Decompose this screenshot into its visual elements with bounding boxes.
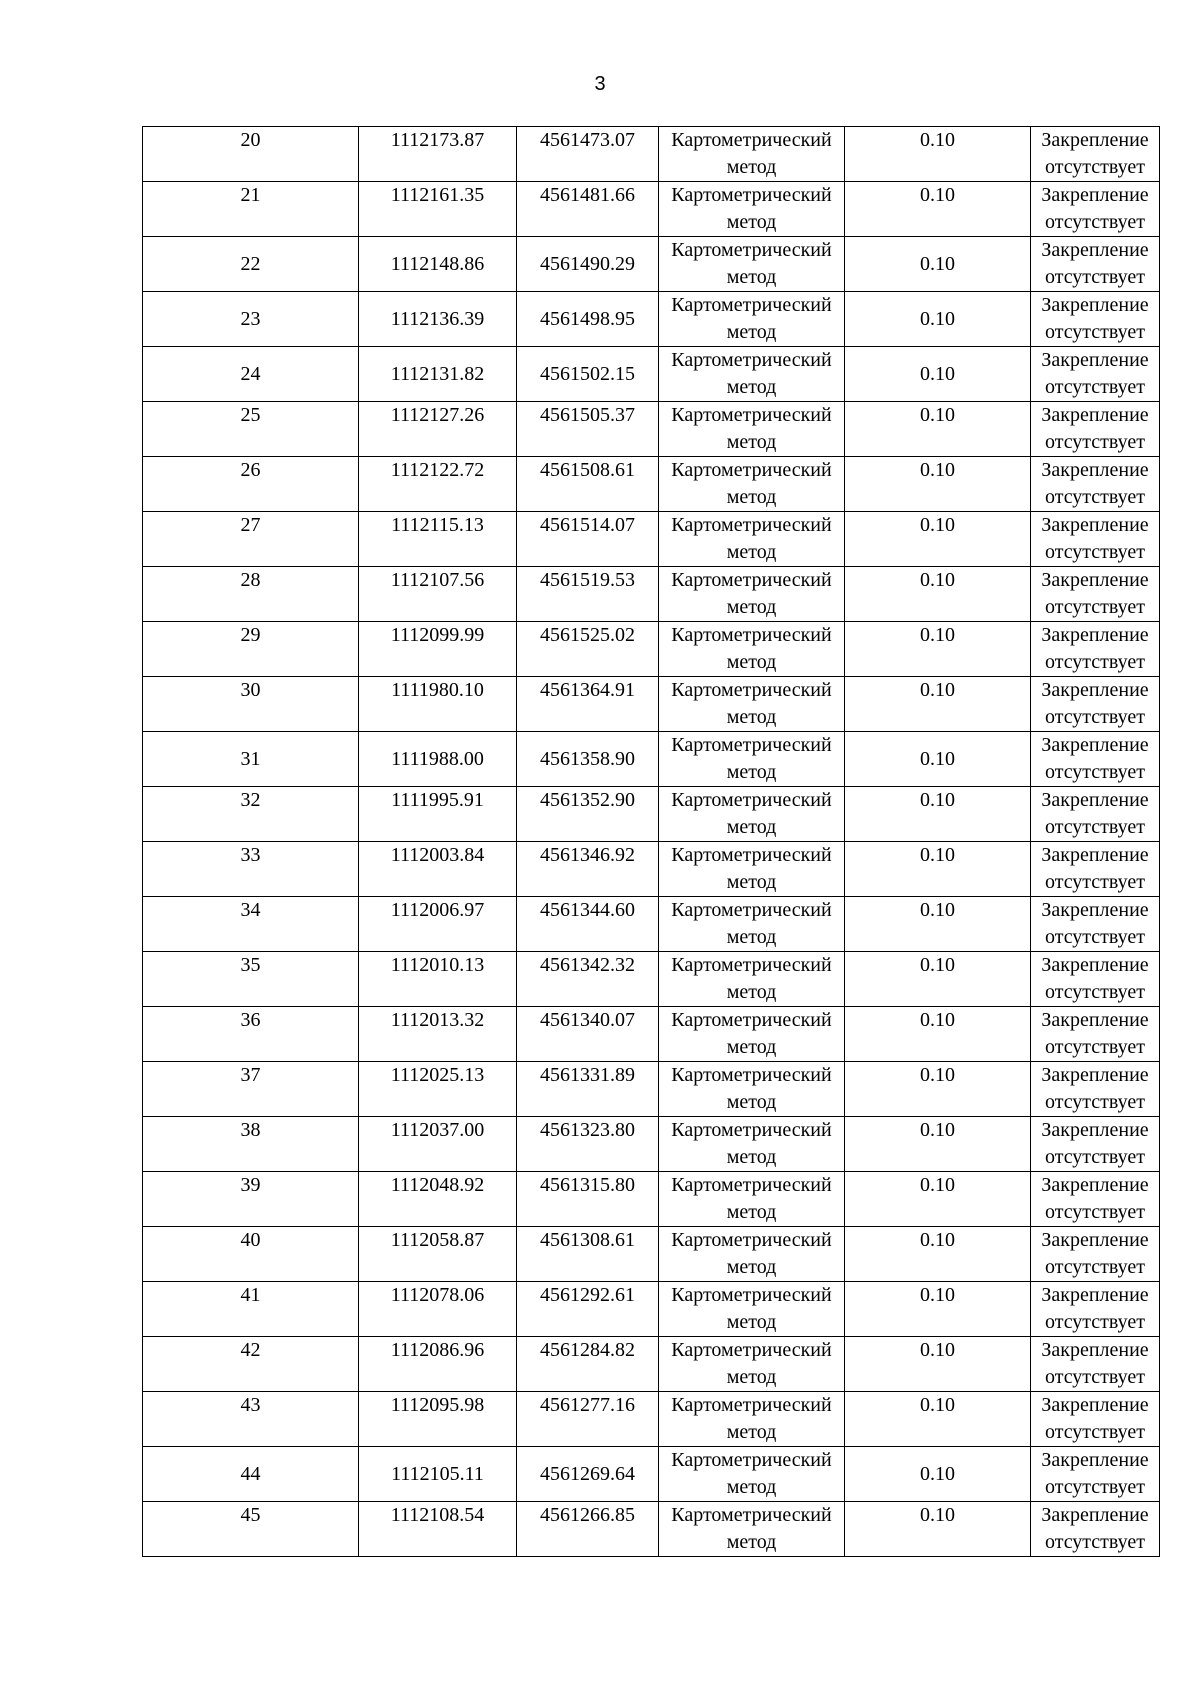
method-line-2: метод [726,1366,777,1388]
method-line-1: Картометрический [671,789,832,811]
fixation-cell [1031,787,1160,842]
method-line-1: Картометрический [671,679,832,701]
method-cell [659,677,845,732]
method-cell [659,347,845,402]
accuracy-cell: 0.10 [845,897,1031,952]
fixation-line-1: Закрепление [1041,1339,1149,1361]
method-line-1: Картометрический [671,459,832,481]
fixation-line-1: Закрепление [1041,624,1149,646]
fixation-cell [1031,127,1160,182]
method-line-1: Картометрический [671,734,832,756]
method-cell [659,1062,845,1117]
fixation-line-2: отсутствует [1044,926,1146,948]
point-number-cell: 30 [143,677,359,732]
accuracy-cell: 0.10 [845,347,1031,402]
point-number-cell: 33 [143,842,359,897]
fixation-line-1: Закрепление [1041,734,1149,756]
fixation-cell [1031,622,1160,677]
accuracy-cell: 0.10 [845,512,1031,567]
method-cell [659,567,845,622]
x-coordinate-cell: 1112058.87 [359,1227,517,1282]
x-coordinate-cell: 1112095.98 [359,1392,517,1447]
fixation-line-1: Закрепление [1041,514,1149,536]
x-coordinate-cell: 1112136.39 [359,292,517,347]
method-line-2: метод [726,1421,777,1443]
fixation-line-2: отсутствует [1044,1036,1146,1058]
table-row [143,1227,1160,1282]
y-coordinate-cell: 4561344.60 [517,897,659,952]
method-line-1: Картометрический [671,1174,832,1196]
method-line-2: метод [726,1091,777,1113]
method-cell [659,127,845,182]
fixation-cell [1031,1392,1160,1447]
accuracy-cell: 0.10 [845,1117,1031,1172]
point-number-cell: 35 [143,952,359,1007]
method-line-1: Картометрический [671,349,832,371]
accuracy-cell: 0.10 [845,842,1031,897]
x-coordinate-cell: 1112078.06 [359,1282,517,1337]
point-number-cell: 45 [143,1502,359,1557]
point-number-cell: 22 [143,237,359,292]
point-number-cell: 31 [143,732,359,787]
y-coordinate-cell: 4561364.91 [517,677,659,732]
point-number-cell: 21 [143,182,359,237]
method-cell [659,1117,845,1172]
fixation-line-2: отсутствует [1044,431,1146,453]
fixation-line-2: отсутствует [1044,1201,1146,1223]
fixation-line-2: отсутствует [1044,761,1146,783]
x-coordinate-cell: 1111988.00 [359,732,517,787]
method-line-2: метод [726,871,777,893]
method-line-2: метод [726,211,777,233]
method-cell [659,402,845,457]
point-number-cell: 29 [143,622,359,677]
y-coordinate-cell: 4561266.85 [517,1502,659,1557]
method-line-1: Картометрический [671,899,832,921]
y-coordinate-cell: 4561519.53 [517,567,659,622]
method-cell [659,897,845,952]
fixation-cell [1031,1447,1160,1502]
table-row [143,1392,1160,1447]
x-coordinate-cell: 1112148.86 [359,237,517,292]
fixation-cell [1031,402,1160,457]
fixation-cell [1031,457,1160,512]
method-line-2: метод [726,541,777,563]
point-number-cell: 41 [143,1282,359,1337]
table-row [143,237,1160,292]
fixation-cell [1031,1117,1160,1172]
fixation-line-2: отсутствует [1044,871,1146,893]
y-coordinate-cell: 4561514.07 [517,512,659,567]
fixation-line-1: Закрепление [1041,294,1149,316]
fixation-line-1: Закрепление [1041,1394,1149,1416]
method-line-1: Картометрический [671,1504,832,1526]
y-coordinate-cell: 4561331.89 [517,1062,659,1117]
method-cell [659,292,845,347]
table-row [143,457,1160,512]
table-row [143,402,1160,457]
y-coordinate-cell: 4561502.15 [517,347,659,402]
x-coordinate-cell: 1112107.56 [359,567,517,622]
accuracy-cell: 0.10 [845,182,1031,237]
method-line-2: метод [726,1476,777,1498]
accuracy-cell: 0.10 [845,1502,1031,1557]
fixation-line-2: отсутствует [1044,816,1146,838]
x-coordinate-cell: 1112099.99 [359,622,517,677]
fixation-cell [1031,567,1160,622]
method-cell [659,182,845,237]
point-number-cell: 44 [143,1447,359,1502]
x-coordinate-cell: 1111980.10 [359,677,517,732]
y-coordinate-cell: 4561473.07 [517,127,659,182]
table-row [143,1007,1160,1062]
method-cell [659,1227,845,1282]
fixation-line-2: отсутствует [1044,1476,1146,1498]
fixation-cell [1031,182,1160,237]
x-coordinate-cell: 1112127.26 [359,402,517,457]
method-cell [659,732,845,787]
y-coordinate-cell: 4561352.90 [517,787,659,842]
fixation-line-1: Закрепление [1041,1009,1149,1031]
accuracy-cell: 0.10 [845,787,1031,842]
fixation-cell [1031,512,1160,567]
x-coordinate-cell: 1112161.35 [359,182,517,237]
method-line-1: Картометрический [671,954,832,976]
accuracy-cell: 0.10 [845,732,1031,787]
fixation-line-1: Закрепление [1041,679,1149,701]
method-line-1: Картометрический [671,404,832,426]
method-cell [659,787,845,842]
point-number-cell: 28 [143,567,359,622]
x-coordinate-cell: 1112105.11 [359,1447,517,1502]
method-line-2: метод [726,321,777,343]
table-row [143,1282,1160,1337]
method-line-2: метод [726,1146,777,1168]
table-row [143,787,1160,842]
table-row [143,1337,1160,1392]
accuracy-cell: 0.10 [845,402,1031,457]
y-coordinate-cell: 4561505.37 [517,402,659,457]
method-line-1: Картометрический [671,1394,832,1416]
y-coordinate-cell: 4561292.61 [517,1282,659,1337]
method-line-1: Картометрический [671,239,832,261]
fixation-line-1: Закрепление [1041,1449,1149,1471]
x-coordinate-cell: 1112003.84 [359,842,517,897]
method-line-2: метод [726,926,777,948]
x-coordinate-cell: 1112086.96 [359,1337,517,1392]
method-line-1: Картометрический [671,184,832,206]
table-row [143,182,1160,237]
table-row [143,512,1160,567]
fixation-line-1: Закрепление [1041,404,1149,426]
fixation-cell [1031,677,1160,732]
y-coordinate-cell: 4561315.80 [517,1172,659,1227]
method-line-2: метод [726,1531,777,1553]
method-line-1: Картометрический [671,569,832,591]
fixation-line-1: Закрепление [1041,1504,1149,1526]
accuracy-cell: 0.10 [845,1007,1031,1062]
method-cell [659,512,845,567]
method-cell [659,1447,845,1502]
method-line-1: Картометрический [671,624,832,646]
method-line-2: метод [726,486,777,508]
fixation-line-1: Закрепление [1041,954,1149,976]
x-coordinate-cell: 1112025.13 [359,1062,517,1117]
fixation-line-1: Закрепление [1041,844,1149,866]
fixation-line-1: Закрепление [1041,899,1149,921]
fixation-line-2: отсутствует [1044,1311,1146,1333]
method-line-1: Картометрический [671,844,832,866]
fixation-line-2: отсутствует [1044,486,1146,508]
table-row [143,292,1160,347]
fixation-cell [1031,732,1160,787]
point-number-cell: 34 [143,897,359,952]
fixation-line-2: отсутствует [1044,266,1146,288]
method-cell [659,457,845,512]
table-row [143,677,1160,732]
fixation-line-2: отсутствует [1044,211,1146,233]
y-coordinate-cell: 4561308.61 [517,1227,659,1282]
x-coordinate-cell: 1111995.91 [359,787,517,842]
table-row [143,1502,1160,1557]
fixation-line-1: Закрепление [1041,1174,1149,1196]
point-number-cell: 27 [143,512,359,567]
point-number-cell: 39 [143,1172,359,1227]
fixation-line-2: отсутствует [1044,1531,1146,1553]
x-coordinate-cell: 1112037.00 [359,1117,517,1172]
fixation-line-2: отсутствует [1044,596,1146,618]
fixation-cell [1031,1337,1160,1392]
fixation-line-2: отсутствует [1044,1366,1146,1388]
fixation-line-2: отсутствует [1044,981,1146,1003]
fixation-line-1: Закрепление [1041,459,1149,481]
fixation-cell [1031,347,1160,402]
accuracy-cell: 0.10 [845,1227,1031,1282]
x-coordinate-cell: 1112006.97 [359,897,517,952]
table-row [143,1117,1160,1172]
method-line-2: метод [726,596,777,618]
x-coordinate-cell: 1112122.72 [359,457,517,512]
x-coordinate-cell: 1112013.32 [359,1007,517,1062]
fixation-line-2: отсутствует [1044,156,1146,178]
fixation-cell [1031,1502,1160,1557]
method-line-1: Картометрический [671,1119,832,1141]
fixation-line-2: отсутствует [1044,1256,1146,1278]
table-row [143,1447,1160,1502]
method-line-2: метод [726,376,777,398]
point-number-cell: 25 [143,402,359,457]
method-cell [659,952,845,1007]
method-line-1: Картометрический [671,294,832,316]
fixation-cell [1031,292,1160,347]
fixation-line-2: отсутствует [1044,651,1146,673]
fixation-line-1: Закрепление [1041,1229,1149,1251]
method-line-2: метод [726,1201,777,1223]
accuracy-cell: 0.10 [845,292,1031,347]
y-coordinate-cell: 4561490.29 [517,237,659,292]
table-row [143,952,1160,1007]
accuracy-cell: 0.10 [845,237,1031,292]
fixation-cell [1031,237,1160,292]
accuracy-cell: 0.10 [845,622,1031,677]
y-coordinate-cell: 4561508.61 [517,457,659,512]
y-coordinate-cell: 4561269.64 [517,1447,659,1502]
fixation-line-1: Закрепление [1041,1064,1149,1086]
method-line-2: метод [726,1311,777,1333]
table-row [143,732,1160,787]
fixation-cell [1031,897,1160,952]
point-number-cell: 23 [143,292,359,347]
x-coordinate-cell: 1112010.13 [359,952,517,1007]
method-cell [659,622,845,677]
method-line-2: метод [726,156,777,178]
fixation-line-1: Закрепление [1041,569,1149,591]
accuracy-cell: 0.10 [845,677,1031,732]
fixation-cell [1031,1282,1160,1337]
method-cell [659,1337,845,1392]
x-coordinate-cell: 1112108.54 [359,1502,517,1557]
table-row [143,127,1160,182]
page-number: 3 [594,73,606,95]
point-number-cell: 38 [143,1117,359,1172]
table-row [143,622,1160,677]
fixation-line-2: отсутствует [1044,376,1146,398]
y-coordinate-cell: 4561498.95 [517,292,659,347]
accuracy-cell: 0.10 [845,457,1031,512]
y-coordinate-cell: 4561525.02 [517,622,659,677]
fixation-line-1: Закрепление [1041,239,1149,261]
table-row [143,347,1160,402]
point-number-cell: 24 [143,347,359,402]
table-row [143,897,1160,952]
fixation-line-2: отсутствует [1044,541,1146,563]
fixation-line-2: отсутствует [1044,1421,1146,1443]
accuracy-cell: 0.10 [845,952,1031,1007]
y-coordinate-cell: 4561481.66 [517,182,659,237]
method-line-2: метод [726,431,777,453]
fixation-cell [1031,842,1160,897]
x-coordinate-cell: 1112131.82 [359,347,517,402]
accuracy-cell: 0.10 [845,127,1031,182]
method-cell [659,1172,845,1227]
accuracy-cell: 0.10 [845,1447,1031,1502]
fixation-line-2: отсутствует [1044,321,1146,343]
y-coordinate-cell: 4561284.82 [517,1337,659,1392]
method-line-2: метод [726,1256,777,1278]
method-line-1: Картометрический [671,1449,832,1471]
fixation-cell [1031,952,1160,1007]
y-coordinate-cell: 4561346.92 [517,842,659,897]
method-cell [659,842,845,897]
fixation-line-2: отсутствует [1044,706,1146,728]
fixation-line-1: Закрепление [1041,1119,1149,1141]
fixation-line-1: Закрепление [1041,349,1149,371]
fixation-line-2: отсутствует [1044,1091,1146,1113]
accuracy-cell: 0.10 [845,1062,1031,1117]
method-cell [659,1392,845,1447]
table-row [143,567,1160,622]
y-coordinate-cell: 4561342.32 [517,952,659,1007]
fixation-cell [1031,1007,1160,1062]
y-coordinate-cell: 4561277.16 [517,1392,659,1447]
coordinates-table [142,126,1160,1557]
point-number-cell: 42 [143,1337,359,1392]
fixation-line-1: Закрепление [1041,1284,1149,1306]
method-line-2: метод [726,981,777,1003]
method-line-2: метод [726,651,777,673]
fixation-line-1: Закрепление [1041,129,1149,151]
method-cell [659,237,845,292]
method-line-2: метод [726,266,777,288]
accuracy-cell: 0.10 [845,1392,1031,1447]
point-number-cell: 20 [143,127,359,182]
point-number-cell: 43 [143,1392,359,1447]
fixation-line-2: отсутствует [1044,1146,1146,1168]
method-cell [659,1282,845,1337]
fixation-cell [1031,1172,1160,1227]
method-line-2: метод [726,761,777,783]
method-line-1: Картометрический [671,1229,832,1251]
method-line-1: Картометрический [671,1009,832,1031]
method-line-1: Картометрический [671,129,832,151]
point-number-cell: 36 [143,1007,359,1062]
method-line-2: метод [726,816,777,838]
fixation-line-1: Закрепление [1041,789,1149,811]
fixation-cell [1031,1062,1160,1117]
accuracy-cell: 0.10 [845,1172,1031,1227]
method-line-1: Картометрический [671,1284,832,1306]
y-coordinate-cell: 4561358.90 [517,732,659,787]
method-line-2: метод [726,1036,777,1058]
x-coordinate-cell: 1112048.92 [359,1172,517,1227]
point-number-cell: 40 [143,1227,359,1282]
table-row [143,842,1160,897]
point-number-cell: 37 [143,1062,359,1117]
table-body [143,127,1160,1557]
table-row [143,1062,1160,1117]
accuracy-cell: 0.10 [845,1282,1031,1337]
point-number-cell: 32 [143,787,359,842]
accuracy-cell: 0.10 [845,567,1031,622]
x-coordinate-cell: 1112173.87 [359,127,517,182]
method-line-2: метод [726,706,777,728]
y-coordinate-cell: 4561340.07 [517,1007,659,1062]
accuracy-cell: 0.10 [845,1337,1031,1392]
method-line-1: Картометрический [671,1064,832,1086]
x-coordinate-cell: 1112115.13 [359,512,517,567]
method-line-1: Картометрический [671,514,832,536]
method-line-1: Картометрический [671,1339,832,1361]
fixation-line-1: Закрепление [1041,184,1149,206]
y-coordinate-cell: 4561323.80 [517,1117,659,1172]
point-number-cell: 26 [143,457,359,512]
table-row [143,1172,1160,1227]
method-cell [659,1007,845,1062]
fixation-cell [1031,1227,1160,1282]
method-cell [659,1502,845,1557]
